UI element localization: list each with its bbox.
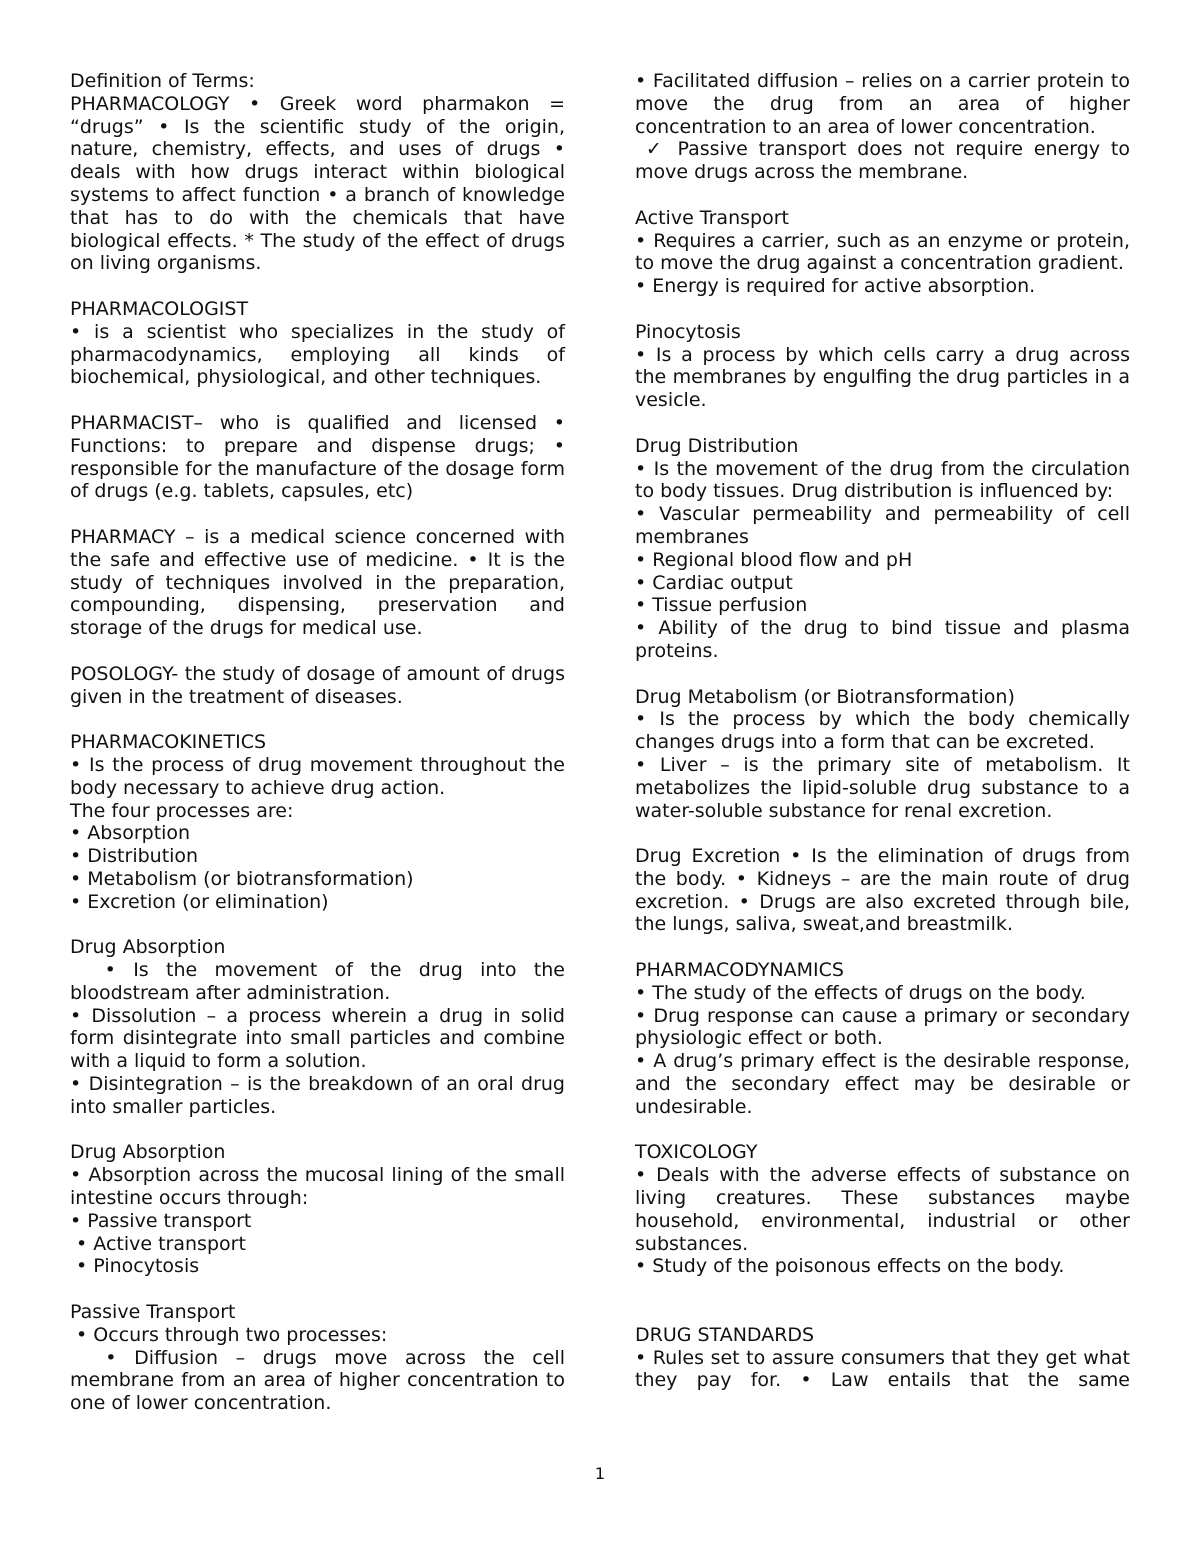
text-line: • Pinocytosis: [70, 1255, 200, 1278]
text-line: • Diffusion – drugs move across the cell membrane from an area of higher concentration to one of lower concentration.: [70, 1346, 572, 1415]
text-line: PHARMACODYNAMICS: [635, 959, 844, 982]
page-number: 1: [594, 1464, 606, 1483]
text-line: • Study of the poisonous effects on the body.: [635, 1255, 1065, 1278]
paragraph: [635, 70, 1137, 184]
text-line: • Requires a carrier, such as an enzyme or protein, to move the drug against a concentration gradient.: [635, 229, 1137, 275]
text-line: • A drug’s primary effect is the desirable response, and the secondary effect may be desirable or undesirable.: [635, 1050, 1137, 1118]
paragraph: [70, 1301, 572, 1415]
text-line: TOXICOLOGY: [635, 1141, 758, 1164]
paragraph: [635, 685, 1137, 823]
text-line: • Ability of the drug to bind tissue and plasma proteins.: [635, 617, 1137, 662]
text-line: POSOLOGY- the study of dosage of amount of drugs given in the treatment of diseases.: [70, 662, 572, 708]
text-line: • Rules set to assure consumers that they get what they pay for. • Law entails that the same: [635, 1346, 1137, 1392]
paragraph: [70, 1141, 572, 1278]
text-line: • Is a process by which cells carry a drug across the membranes by engulfing the drug particles in a vesicle.: [635, 343, 1137, 412]
paragraph: [70, 525, 572, 640]
text-line: • Passive transport: [70, 1209, 252, 1232]
paragraph: [635, 845, 1137, 936]
text-line: • Disintegration – is the breakdown of an oral drug into smaller particles.: [70, 1073, 572, 1118]
right-column: [635, 70, 1137, 1415]
text-line: • Is the movement of the drug into the bloodstream after administration.: [70, 959, 572, 1004]
paragraph: [635, 206, 1137, 298]
text-line: • Deals with the adverse effects of substance on living creatures. These substances maybe household, environmental, industrial or other substances.: [635, 1164, 1137, 1255]
text-line: PHARMACY – is a medical science concerned with the safe and effective use of medicine. • It is the study of techniques involved in the preparation, compounding, dispensing, preservation and storage of the drugs for medical use.: [70, 525, 572, 640]
text-line: Drug Distribution: [635, 434, 799, 457]
text-line: • Liver – is the primary site of metabolism. It metabolizes the lipid-soluble drug substance to a water-soluble substance for renal excretion.: [635, 753, 1137, 822]
text-line: • Drug response can cause a primary or secondary physiologic effect or both.: [635, 1004, 1137, 1050]
text-line: ✓ Passive transport does not require energy to move drugs across the membrane.: [635, 138, 1137, 184]
paragraph: [635, 1323, 1137, 1392]
paragraph: [70, 936, 572, 1118]
text-line: • Cardiac output: [635, 571, 793, 594]
text-line: Drug Absorption: [70, 1141, 226, 1164]
text-line: The four processes are:: [70, 799, 294, 822]
text-line: • Occurs through two processes:: [70, 1323, 388, 1346]
text-line: • Facilitated diffusion – relies on a carrier protein to move the drug from an area of higher concentration to an area of lower concentration.: [635, 70, 1137, 138]
text-line: Passive Transport: [70, 1301, 236, 1324]
text-line: PHARMACIST– who is qualified and licensed • Functions: to prepare and dispense drugs; • responsible for the manufacture of the dosage form of drugs (e.g. tablets, capsules, etc): [70, 411, 572, 503]
text-line: • Active transport: [70, 1232, 246, 1255]
text-line: • Energy is required for active absorption.: [635, 275, 1036, 298]
paragraph: [635, 320, 1137, 412]
paragraph: [635, 1141, 1137, 1278]
text-line: PHARMACOLOGY • Greek word pharmakon = “drugs” • Is the scientific study of the origin, nature, chemistry, effects, and uses of drugs • deals with how drugs interact within biological systems to affect function • a branch of knowledge that has to do with the chemicals that have biological effects. * The study of the effect of drugs on living organisms.: [70, 92, 572, 275]
text-line: Drug Excretion • Is the elimination of drugs from the body. • Kidneys – are the main route of drug excretion. • Drugs are also excreted through bile, the lungs, saliva, sweat,and breastmilk.: [635, 845, 1137, 936]
text-line: PHARMACOKINETICS: [70, 731, 267, 754]
paragraph: [635, 959, 1137, 1119]
text-line: • Is the movement of the drug from the circulation to body tissues. Drug distribution is influenced by:: [635, 457, 1137, 503]
paragraph: [70, 411, 572, 503]
text-line: • Distribution: [70, 845, 199, 868]
text-line: • Vascular permeability and permeability of cell membranes: [635, 503, 1137, 548]
text-line: • Absorption across the mucosal lining of the small intestine occurs through:: [70, 1164, 572, 1210]
text-line: Definition of Terms:: [70, 70, 255, 92]
text-line: Active Transport: [635, 206, 789, 229]
text-line: • Regional blood flow and pH: [635, 548, 913, 571]
text-line: • Metabolism (or biotransformation): [70, 867, 414, 890]
text-line: Drug Absorption: [70, 936, 226, 959]
text-line: Pinocytosis: [635, 320, 741, 343]
text-line: • Tissue perfusion: [635, 594, 808, 617]
paragraph: [70, 297, 572, 389]
text-line: • Is the process by which the body chemically changes drugs into a form that can be excreted.: [635, 708, 1137, 754]
paragraph: [635, 434, 1137, 663]
paragraph: [70, 662, 572, 709]
text-line: • The study of the effects of drugs on the body.: [635, 981, 1086, 1004]
paragraph: [70, 731, 572, 913]
text-line: PHARMACOLOGIST: [70, 297, 249, 320]
text-line: • Is the process of drug movement throughout the body necessary to achieve drug action.: [70, 753, 572, 799]
text-line: • Absorption: [70, 822, 191, 845]
text-line: • is a scientist who specializes in the study of pharmacodynamics, employing all kinds of biochemical, physiological, and other techniques.: [70, 320, 572, 389]
text-line: • Excretion (or elimination): [70, 890, 329, 913]
left-column: [70, 70, 572, 1438]
text-line: • Dissolution – a process wherein a drug in solid form disintegrate into small particles and combine with a liquid to form a solution.: [70, 1004, 572, 1073]
text-line: DRUG STANDARDS: [635, 1323, 815, 1346]
text-line: Drug Metabolism (or Biotransformation): [635, 685, 1015, 708]
paragraph: [70, 70, 572, 275]
